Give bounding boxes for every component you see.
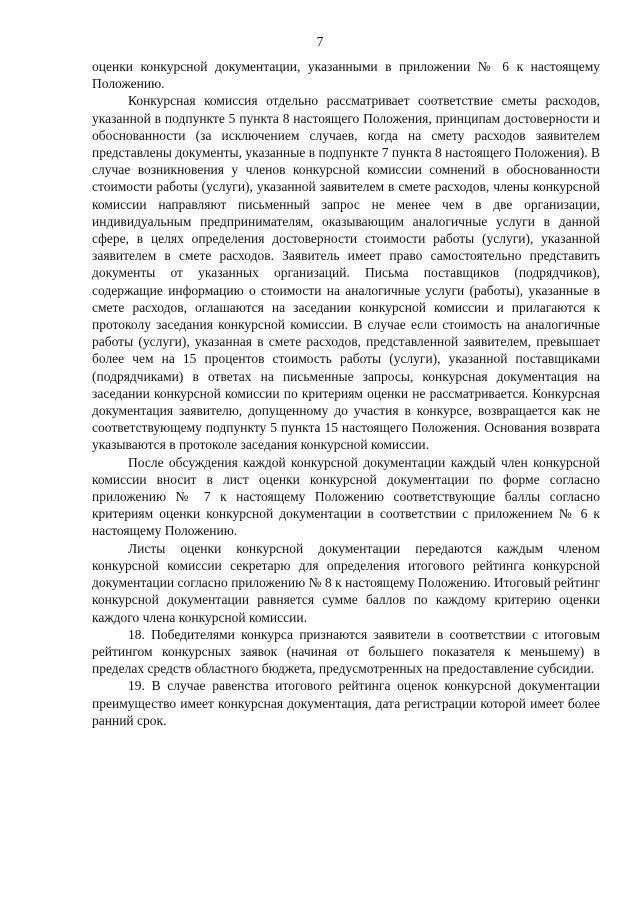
paragraph-final-rating: Листы оценки конкурсной документации передаются каждым членом конкурсной комиссии секретарю для определения итогового рейтинга конкурсной документации согласно приложению № 8 к настоящему Положению. Итоговый рейтинг конкурсной документации равняется сумме баллов по каждому критерию оценки каждого члена конкурсной комиссии. (92, 540, 600, 625)
page-number: 7 (316, 34, 324, 49)
paragraph-continuation: оценки конкурсной документации, указанными в приложении № 6 к настоящему Положению. (92, 59, 600, 92)
document-body (92, 58, 600, 729)
paragraph-evaluation-sheet: После обсуждения каждой конкурсной документации каждый член конкурсной комиссии вносит в лист оценки конкурсной документации по форме согласно приложению № 7 к настоящему Положению соответствующие баллы согласно критериям оценки конкурсной документации в соответствии с приложением № 6 к настоящему Положению. (92, 454, 600, 539)
paragraph-budget-review: Конкурсная комиссия отдельно рассматривает соответствие сметы расходов, указанной в подпункте 5 пункта 8 настоящего Положения, принципам достоверности и обоснованности (за исключением случаев, когда на смету расходов заявителем представлены документы, указанные в подпункте 7 пункта 8 настоящего Положения). В случае возникновения у членов конкурсной комиссии сомнений в обоснованности стоимости работы (услуги), указанной заявителем в смете расходов, члены конкурсной комиссии направляют письменный запрос не менее чем в две организации, индивидуальным предпринимателям, оказывающим аналогичные услуги в данной сфере, в целях определения достоверности стоимости работы (услуги), указанной заявителем в смете расходов. Заявитель имеет право самостоятельно представить документы от указанных организаций. Письма поставщиков (подрядчиков), содержащие информацию о стоимости на аналогичные услуги (работы), указанные в смете расходов, оглашаются на заседании конкурсной комиссии и прилагаются к протоколу заседания конкурсной комиссии. В случае если стоимость на аналогичные работы (услуги), указанная в смете расходов, представленной заявителем, превышает более чем на 15 процентов стоимость работы (услуги), указанной поставщиками (подрядчиками) в ответах на письменные запросы, конкурсная документация на заседании конкурсной комиссии по критериям оценки не рассматривается. Конкурсная документация заявителю, допущенному до участия в конкурсе, возвращается как не соответствующему подпункту 5 пункта 15 настоящего Положения. Основания возврата указываются в протоколе заседания конкурсной комиссии. (92, 93, 600, 453)
paragraph-item-19-tie: 19. В случае равенства итогового рейтинга оценок конкурсной документации преимущество имеет конкурсная документация, дата регистрации которой имеет более ранний срок. (92, 678, 600, 728)
paragraph-item-18-winners: 18. Победителями конкурса признаются заявители в соответствии с итоговым рейтингом конкурсных заявок (начиная от большего показателя к меньшему) в пределах средств областного бюджета, предусмотренных на предоставление субсидии. (92, 626, 600, 677)
